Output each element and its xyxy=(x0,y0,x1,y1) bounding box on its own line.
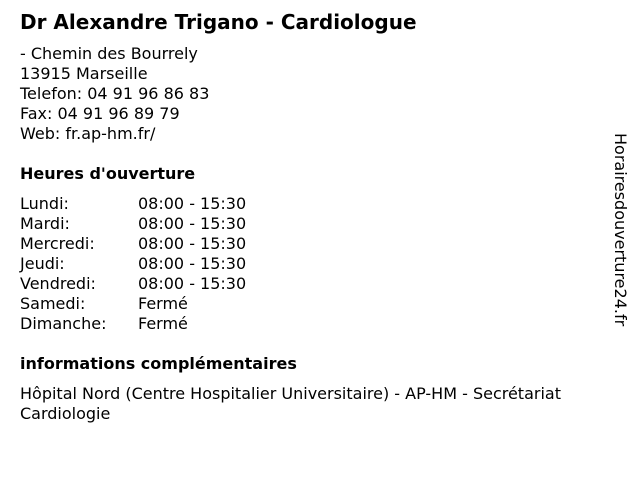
website: Web: fr.ap-hm.fr/ xyxy=(20,124,156,143)
watermark xyxy=(612,133,632,343)
address-block xyxy=(20,44,209,144)
additional-info-heading: informations complémentaires xyxy=(20,354,297,373)
hours-time: Fermé xyxy=(138,294,188,313)
hours-time: 08:00 - 15:30 xyxy=(138,254,247,273)
hours-day: Lundi: xyxy=(20,194,69,213)
hours-day: Jeudi: xyxy=(20,254,65,273)
page-title: Dr Alexandre Trigano - Cardiologue xyxy=(20,10,417,34)
hours-row-sunday xyxy=(20,314,246,334)
hours-time: 08:00 - 15:30 xyxy=(138,234,247,253)
opening-hours-heading: Heures d'ouverture xyxy=(20,164,196,183)
hours-row-friday xyxy=(20,274,246,294)
hours-time: 08:00 - 15:30 xyxy=(138,274,247,293)
opening-hours-list xyxy=(20,194,246,334)
hours-time: Fermé xyxy=(138,314,188,333)
hours-time: 08:00 - 15:30 xyxy=(138,214,247,233)
hours-day: Mardi: xyxy=(20,214,70,233)
hours-time: 08:00 - 15:30 xyxy=(138,194,247,213)
hours-day: Mercredi: xyxy=(20,234,95,253)
hours-row-wednesday xyxy=(20,234,246,254)
fax-number: Fax: 04 91 96 89 79 xyxy=(20,104,180,123)
address-street: - Chemin des Bourrely xyxy=(20,44,198,63)
hours-row-saturday xyxy=(20,294,246,314)
hours-row-thursday xyxy=(20,254,246,274)
hours-row-tuesday xyxy=(20,214,246,234)
phone-number: Telefon: 04 91 96 86 83 xyxy=(20,84,210,103)
watermark-text: Horairesdouverture24.fr xyxy=(611,133,630,327)
address-city: 13915 Marseille xyxy=(20,64,148,83)
additional-info-text: Hôpital Nord (Centre Hospitalier Universitaire) - AP-HM - Secrétariat Cardiologie xyxy=(20,384,561,423)
hours-day: Dimanche: xyxy=(20,314,107,333)
hours-day: Samedi: xyxy=(20,294,86,313)
hours-day: Vendredi: xyxy=(20,274,96,293)
hours-row-monday xyxy=(20,194,246,214)
